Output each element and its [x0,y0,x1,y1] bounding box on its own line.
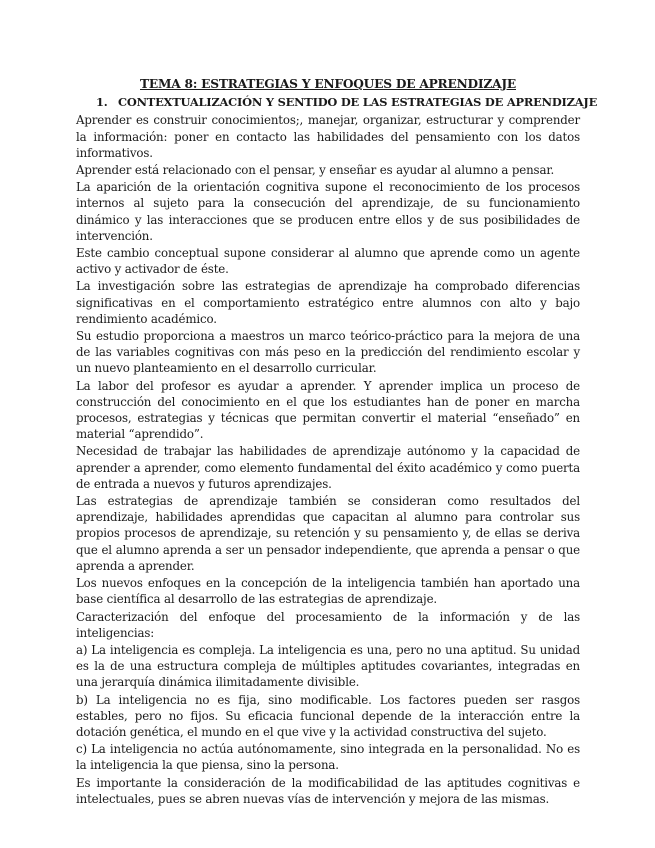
list-item-c: c) La inteligencia no actúa autónomamente, sino integrada en la personalidad. No es la inteligencia la que piensa, sino la persona. [76,742,580,773]
paragraph: Este cambio conceptual supone considerar al alumno que aprende como un agente activo y activador de éste. [76,246,580,277]
paragraph: Aprender está relacionado con el pensar, y enseñar es ayudar al alumno a pensar. [76,163,555,178]
list-item-b: b) La inteligencia no es fija, sino modificable. Los factores pueden ser rasgos estables, pero no fijos. Su eficacia funcional depende de la interacción entre la dotación genética, el mundo en el que vive y la actividad constructiva del sujeto. [76,692,580,739]
document-title: TEMA 8: ESTRATEGIAS Y ENFOQUES DE APRENDIZAJE [140,77,516,91]
list-item-a: a) La inteligencia es compleja. La inteligencia es una, pero no una aptitud. Su unidad es la de una estructura compleja de múltiples aptitudes covariantes, integradas en una jerarquía dinámica ilimitadamente divisible. [76,642,580,690]
document-page [76,76,598,808]
paragraph: La investigación sobre las estrategias de aprendizaje ha comprobado diferencias significativas en el comportamiento estratégico entre alumnos con alto y bajo rendimiento académico. [76,279,580,326]
section-title: CONTEXTUALIZACIÓN Y SENTIDO DE LAS ESTRATEGIAS DE APRENDIZAJE [118,95,598,110]
paragraph: Necesidad de trabajar las habilidades de aprendizaje autónomo y la capacidad de aprender a aprender, como elemento fundamental del éxito académico y como puerta de entrada a nuevos y futuros aprendizajes. [76,444,580,491]
paragraph: Los nuevos enfoques en la concepción de la inteligencia también han aportado una base científica al desarrollo de las estrategias de aprendizaje. [76,576,580,607]
paragraph: La aparición de la orientación cognitiva supone el reconocimiento de los procesos internos al sujeto para la consecución del aprendizaje, de su funcionamiento dinámico y las interacciones que se producen entre ellos y de sus posibilidades de intervención. [76,180,580,243]
paragraph: Aprender es construir conocimientos;, manejar, organizar, estructurar y comprender la información: poner en contacto las habilidades del pensamiento con los datos informativos. [76,113,580,160]
section-number: 1. [96,95,108,110]
paragraph: Las estrategias de aprendizaje también se consideran como resultados del aprendizaje, habilidades aprendidas que capacitan al alumno para controlar sus propios procesos de aprendizaje, su retención y su pensamiento y, de ellas se deriva que el alumno aprenda a ser un pensador independiente, que aprenda a pensar o que aprenda a aprender. [76,494,580,573]
section-heading [76,94,598,110]
paragraph: La labor del profesor es ayudar a aprender. Y aprender implica un proceso de construcción del conocimiento en el que los estudiantes han de poner en marcha procesos, estrategias y técnicas que permitan convertir el material “enseñado” en material “aprendido”. [76,378,580,442]
paragraph: Su estudio proporciona a maestros un marco teórico-práctico para la mejora de una de las variables cognitivas con más peso en la predicción del rendimiento escolar y un nuevo planteamiento en el desarrollo curricular. [76,329,580,376]
paragraph: Caracterización del enfoque del procesamiento de la información y de las inteligencias: [76,609,580,640]
paragraph: Es importante la consideración de la modificabilidad de las aptitudes cognitivas e intelectuales, pues se abren nuevas vías de intervención y mejora de las mismas. [76,775,580,806]
